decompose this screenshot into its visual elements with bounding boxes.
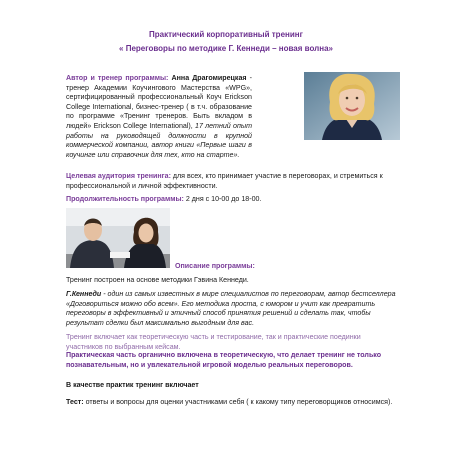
document-subtitle: « Переговоры по методике Г. Кеннеди – новая волна» [119,44,333,53]
test-paragraph [66,398,396,408]
audience-text: для всех, кто принимает участие в переговорах, и стремиться к профессиональной и личной эффективности. [66,172,383,190]
portrait-photo [304,72,400,140]
duration-paragraph [66,195,396,205]
kennedy-name: Г.Кеннеди [66,290,102,298]
practices-heading: В качестве практик тренинг включает [66,381,199,389]
kennedy-text: - один из самых известных в мире специалистов по переговорам, автор бестселлера «Договориться можно обо всем». Его методика проста, с юмором и учит как превратить переговоры в эффективный и этичный способ принятия решений и сделать так, чтобы результат сделки был максимально выгодным для вас. [66,290,396,327]
author-paragraph [66,74,252,160]
description-heading: Описание программы: [175,262,255,270]
author-bio: - тренер Академии Коучингового Мастерства «WPG», сертифицированный профессиональный Коуч Erickson College International, бизнес-тренер ( в т.ч. образование по программе «Тренинг тренеров. Быть вкладом в людей» Erickson College International), [66,74,252,130]
author-label: Автор и тренер программы: [66,74,169,82]
duration-text: 2 дня с 10-00 до 18-00. [183,195,262,203]
author-name: Анна Драгомирецкая [171,74,247,82]
audience-paragraph [66,172,396,191]
includes-paragraph: Тренинг включает как теоретическую часть и тестирование, так и практические поединки участников по выбранным кейсам. [66,333,361,351]
test-text: ответы и вопросы для оценки участниками себя ( к какому типу переговорщиков относимся). [83,398,393,406]
kennedy-paragraph [66,290,396,328]
document-title: Практический корпоративный тренинг [149,30,303,39]
author-experience: 17 летний опыт работы на руководящей должности в крупной коммерческой компании, автор книги «Первые шаги в коучинге или справочник для тех, кто на старте». [66,121,252,159]
intro-paragraph: Тренинг построен на основе методики Гэвина Кеннеди. [66,276,249,284]
audience-label: Целевая аудитория тренинга: [66,172,171,180]
practical-paragraph: Практическая часть органично включена в теоретическую, что делает тренинг не только познавательным, но и увлекательной игровой моделью реальных переговоров. [66,351,382,369]
meeting-photo [66,208,170,268]
duration-label: Продолжительность программы: [66,195,184,203]
test-label: Тест: [66,398,84,406]
